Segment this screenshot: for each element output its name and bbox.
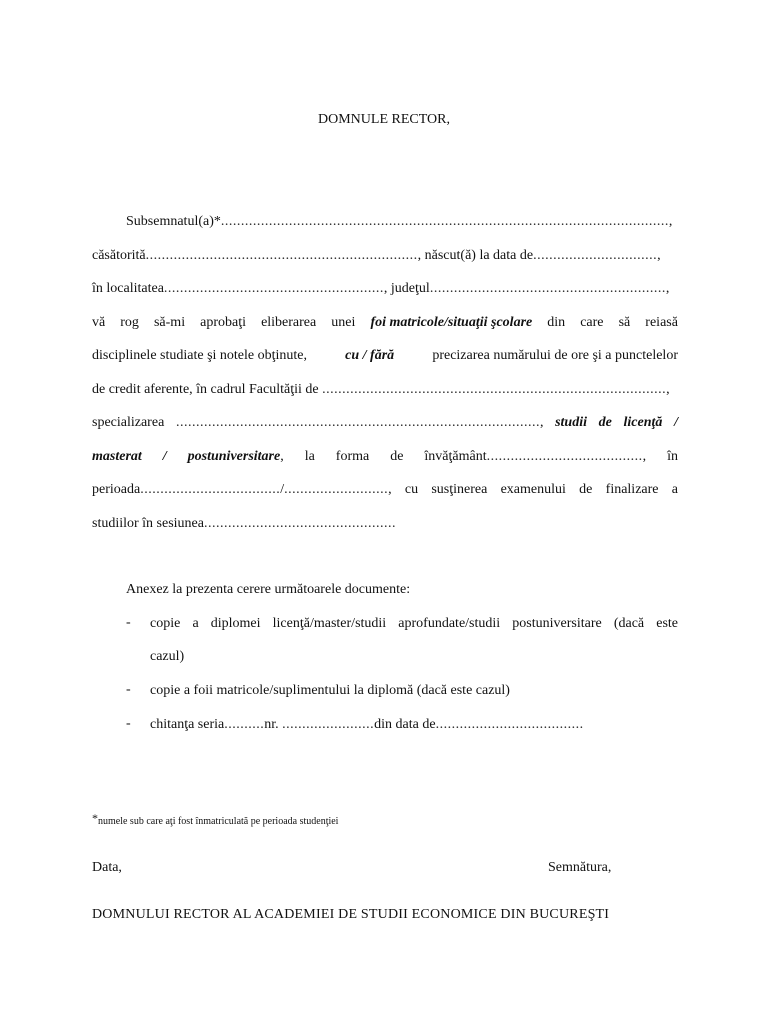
annex-item-diploma bbox=[150, 615, 678, 633]
signature-label: Semnătura, bbox=[548, 860, 612, 875]
line-va-rog bbox=[92, 314, 678, 332]
label-sesiunea: studiilor în sesiunea bbox=[92, 516, 204, 531]
word: rog bbox=[120, 315, 139, 330]
word: aprobaţi bbox=[200, 315, 247, 330]
county-blank: ........................................................... bbox=[429, 281, 666, 296]
word-studii: studii bbox=[555, 415, 587, 430]
line-localitatea bbox=[92, 280, 678, 298]
word: a bbox=[671, 482, 678, 497]
label-judetul: , judeţul bbox=[383, 281, 430, 296]
period-start-blank: ................................... bbox=[140, 482, 281, 497]
word: finalizare bbox=[605, 482, 659, 497]
word: susţinerea bbox=[431, 482, 488, 497]
word: eliberarea bbox=[261, 315, 317, 330]
line-specializarea bbox=[92, 414, 678, 432]
slash: / bbox=[674, 415, 678, 430]
label-din-data: din data de bbox=[374, 717, 436, 732]
study-form-blank: ....................................... bbox=[486, 449, 643, 464]
date-label: Data, bbox=[92, 860, 122, 875]
word: cu bbox=[404, 482, 419, 497]
comma: , bbox=[668, 214, 673, 229]
line-subsemnatul bbox=[126, 213, 678, 231]
locality-blank: ....................................................... bbox=[163, 281, 384, 296]
label-specializarea: specializarea bbox=[92, 415, 165, 430]
word: de bbox=[390, 449, 404, 464]
text-disciplinele: disciplinele studiate şi notele obţinute, bbox=[92, 348, 308, 363]
word-postuniversitare: postuniversitare bbox=[187, 449, 281, 464]
bullet-marker: - bbox=[126, 682, 131, 697]
comma: , bbox=[388, 482, 392, 497]
bullet-marker: - bbox=[126, 615, 131, 630]
word: (dacă bbox=[613, 616, 645, 631]
word: unei bbox=[331, 315, 356, 330]
addressee: DOMNULUI RECTOR AL ACADEMIEI DE STUDII ECONOMICE DIN BUCUREŞTI bbox=[92, 907, 610, 922]
faculty-blank: ...................................................................................... bbox=[322, 382, 667, 397]
word: care bbox=[580, 315, 604, 330]
footnote-text: numele sub care aţi fost înmatriculată pe perioada studenţiei bbox=[98, 816, 339, 827]
word: este bbox=[656, 616, 678, 631]
document-type-emphasis: foi matricole/situaţii şcolare bbox=[370, 315, 533, 330]
comma: , bbox=[539, 415, 544, 430]
word: de bbox=[579, 482, 593, 497]
receipt-date-blank: ..................................... bbox=[435, 717, 584, 732]
receipt-series-blank: .......... bbox=[224, 717, 265, 732]
word: la bbox=[304, 449, 315, 464]
annex-intro: Anexez la prezenta cerere următoarele documente: bbox=[126, 582, 411, 597]
form-title: DOMNULE RECTOR, bbox=[318, 112, 450, 127]
line-masterat bbox=[92, 448, 678, 466]
label-nascut: , născut(ă) la data de bbox=[417, 248, 534, 263]
comma: , bbox=[665, 281, 670, 296]
word-licenta: licenţă bbox=[623, 415, 663, 430]
word: din bbox=[547, 315, 566, 330]
word: a bbox=[192, 616, 199, 631]
receipt-number-blank: ....................... bbox=[282, 717, 375, 732]
comma: , bbox=[280, 449, 284, 464]
bullet-marker: - bbox=[126, 716, 131, 731]
line-casatorita bbox=[92, 247, 678, 265]
word: să-mi bbox=[153, 315, 186, 330]
annex-item-transcript: copie a foii matricole/suplimentului la diplomă (dacă este cazul) bbox=[150, 683, 510, 698]
session-blank: ................................................ bbox=[204, 516, 396, 531]
slash: / bbox=[162, 449, 167, 464]
annex-item-diploma-cont: cazul) bbox=[150, 649, 185, 664]
word: să bbox=[618, 315, 631, 330]
comma: , bbox=[657, 248, 661, 263]
line-facultatea bbox=[92, 381, 678, 399]
word: copie bbox=[150, 616, 181, 631]
postuniversitare-wrap bbox=[188, 448, 284, 466]
line-perioada bbox=[92, 481, 678, 499]
word: examenului bbox=[500, 482, 566, 497]
comma: , bbox=[666, 382, 670, 397]
label-perioada: perioada bbox=[92, 482, 141, 497]
word: reiasă bbox=[645, 315, 678, 330]
period-end-blank: .......................... bbox=[284, 482, 389, 497]
specialization-blank: ........................................................................................... bbox=[175, 415, 540, 430]
name-blank: ................................................................................................................ bbox=[220, 214, 669, 229]
word: licenţă/master/studii bbox=[272, 616, 387, 631]
label-facultatea: de credit aferente, în cadrul Facultăţii de bbox=[92, 382, 319, 397]
label-nr: nr. bbox=[264, 717, 279, 732]
word-masterat: masterat bbox=[92, 449, 142, 464]
text-precizarea: precizarea numărului de ore şi a punctelelor bbox=[432, 348, 678, 363]
married-name-blank: .................................................................... bbox=[145, 248, 418, 263]
specialization-blank-wrap bbox=[176, 414, 544, 432]
footnote-mark: * bbox=[92, 811, 98, 825]
birth-date-blank: ............................... bbox=[533, 248, 658, 263]
word: postuniversitare bbox=[512, 616, 602, 631]
period-wrap bbox=[92, 481, 392, 499]
word: aprofundate/studii bbox=[398, 616, 501, 631]
line-disciplinele bbox=[92, 347, 678, 365]
word: forma bbox=[335, 449, 370, 464]
annex-item-receipt bbox=[150, 716, 678, 734]
word: vă bbox=[92, 315, 106, 330]
footnote bbox=[92, 811, 338, 827]
word: diplomei bbox=[210, 616, 261, 631]
label-localitatea: în localitatea bbox=[92, 281, 164, 296]
label-chitanta: chitanţa seria bbox=[150, 717, 225, 732]
label-casatorita: căsătorită bbox=[92, 248, 146, 263]
word-de: de bbox=[598, 415, 612, 430]
label-subsemnatul: Subsemnatul(a)* bbox=[126, 214, 221, 229]
option-cu-fara: cu / fără bbox=[345, 348, 395, 363]
slash: / bbox=[280, 482, 285, 497]
label-invatamant: învăţământ bbox=[424, 449, 487, 464]
study-form-wrap bbox=[424, 448, 646, 466]
line-sesiunea bbox=[92, 515, 678, 533]
comma: , bbox=[642, 449, 647, 464]
word: în bbox=[667, 449, 678, 464]
